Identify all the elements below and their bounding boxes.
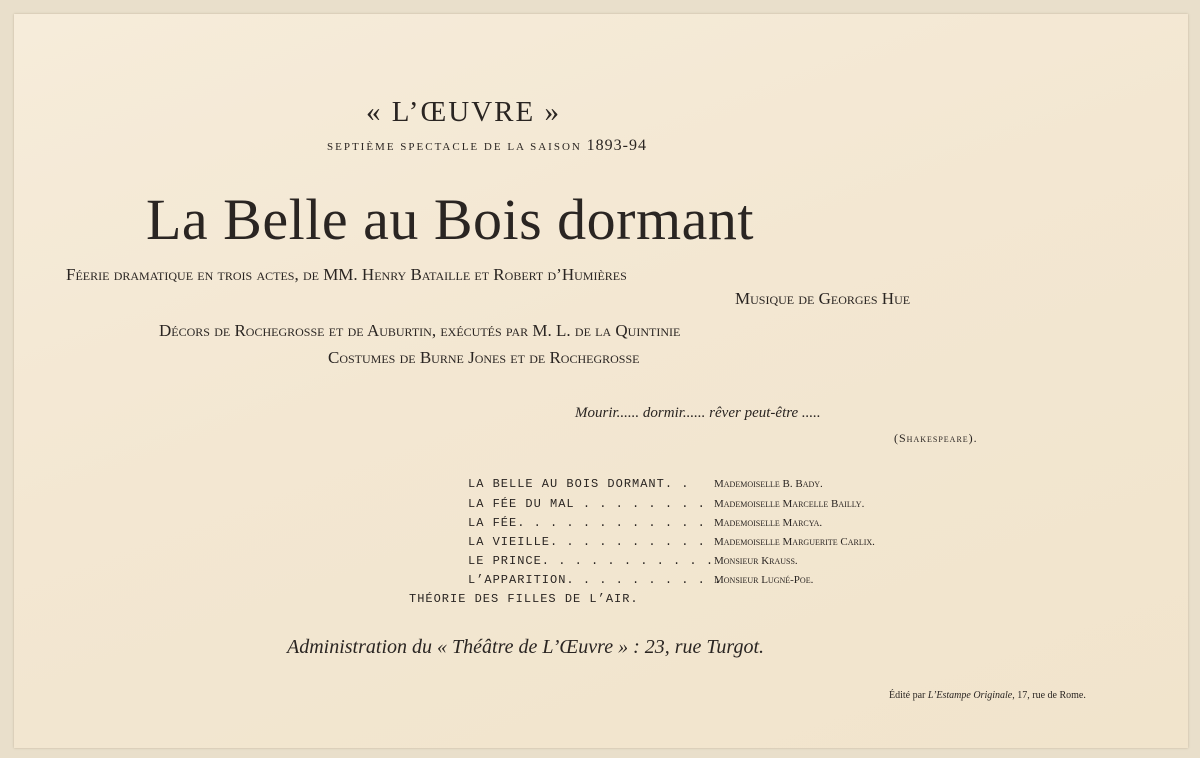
play-title: La Belle au Bois dormant [146,187,754,252]
season-line [327,137,647,155]
decors-credit: Décors de Rochegrosse et de Auburtin, exécutés par M. L. de la Quintinie [159,321,681,340]
cast-actor: Monsieur Krauss. [714,555,798,567]
cast-role: LA VIEILLE. . . . . . . . . . [468,535,706,549]
epigraph-quote: Mourir...... dormir...... rêver peut-être ..... [575,405,821,421]
publisher-line [889,690,1086,701]
cast-role: LE PRINCE. . . . . . . . . . . [468,554,715,568]
epigraph-author: (Shakespeare). [894,431,978,445]
cast-role: L’APPARITION. . . . . . . . . . [468,573,723,587]
cast-actor: Monsieur Lugné-Poe. [714,574,814,586]
subtitle-credits: Féerie dramatique en trois actes, de MM. Henry Bataille et Robert d’Humières [66,265,627,284]
cast-actor: Mademoiselle Marcelle Bailly. [714,498,865,510]
cast-role: LA FÉE DU MAL . . . . . . . . [468,497,706,511]
cast-actor: Mademoiselle Marcya. [714,517,823,529]
cast-actor: Mademoiselle B. Bady. [714,478,823,490]
costumes-credit: Costumes de Burne Jones et de Rochegrosse [328,348,640,367]
music-credit: Musique de Georges Hue [735,289,911,308]
season-text: SEPTIÈME SPECTACLE DE LA SAISON [327,141,582,153]
theorie-line: THÉORIE DES FILLES DE L’AIR. [409,592,639,606]
cast-actor: Mademoiselle Marguerite Carlix. [714,536,875,548]
cast-role: LA BELLE AU BOIS DORMANT. . [468,477,690,491]
administration-line: Administration du « Théâtre de L’Œuvre » : 23, rue Turgot. [287,636,765,658]
publisher-prefix: Édité par [889,690,926,701]
publisher-address: , 17, rue de Rome. [1012,690,1086,701]
theatre-name: « L’ŒUVRE » [366,96,561,128]
publisher-name: L’Estampe Originale [927,690,1013,701]
season-years: 1893-94 [586,137,647,154]
cast-role: LA FÉE. . . . . . . . . . . . [468,516,706,530]
